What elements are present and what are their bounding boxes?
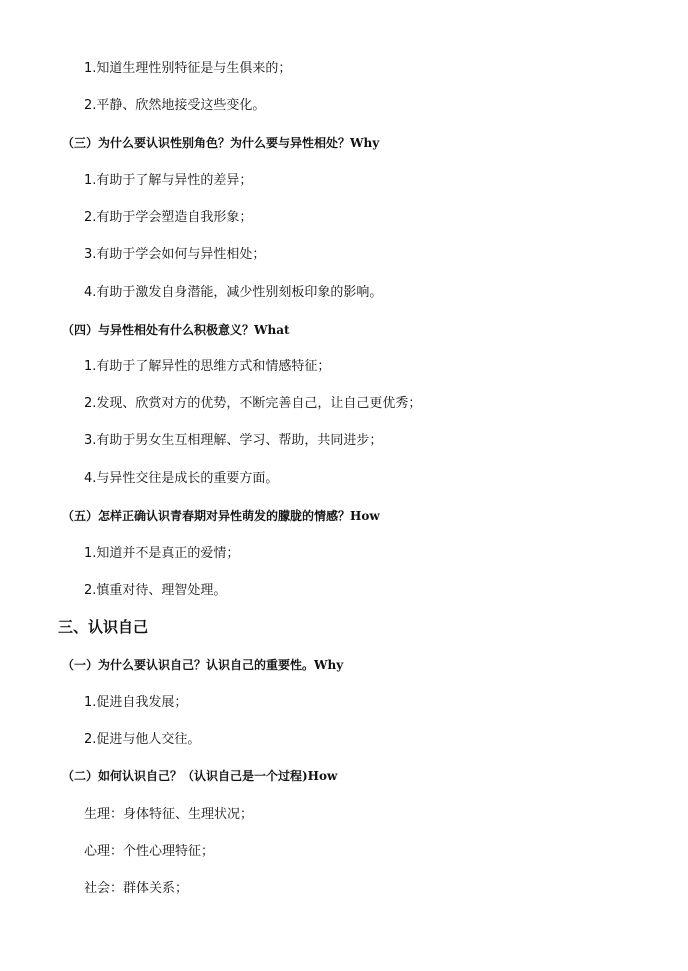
list-item: 1.有助于了解异性的思维方式和情感特征；: [84, 359, 331, 374]
list-item: 2.发现、欣赏对方的优势，不断完善自己，让自己更优秀；: [84, 396, 422, 411]
list-item: 1.有助于了解与异性的差异；: [84, 173, 253, 188]
list-item: 1.知道并不是真正的爱情；: [84, 546, 240, 561]
list-item: 1.促进自我发展；: [84, 695, 188, 710]
section-heading: （二）如何认识自己？（认识自己是一个过程)How: [62, 769, 338, 783]
chapter-heading: 三、认识自己: [58, 618, 149, 636]
list-item: 3.有助于学会如何与异性相处；: [84, 247, 266, 262]
list-item: 生理：身体特征、生理状况；: [84, 807, 254, 822]
list-item: 社会：群体关系；: [84, 881, 189, 896]
list-item: 2.有助于学会塑造自我形象；: [84, 210, 253, 225]
section-heading: （三）为什么要认识性别角色？为什么要与异性相处？Why: [62, 136, 380, 150]
section-heading: （一）为什么要认识自己？认识自己的重要性。Why: [62, 658, 344, 672]
list-item: 1.知道生理性别特征是与生俱来的；: [84, 61, 292, 76]
section-heading: （五）怎样正确认识青春期对异性萌发的朦胧的情感？How: [62, 509, 380, 523]
list-item: 4.有助于激发自身潜能，减少性别刻板印象的影响。: [84, 285, 383, 300]
list-item: 2.促进与他人交往。: [84, 732, 201, 747]
list-item: 4.与异性交往是成长的重要方面。: [84, 471, 279, 486]
list-item: 2.慎重对待、理智处理。: [84, 583, 227, 598]
list-item: 3.有助于男女生互相理解、学习、帮助，共同进步；: [84, 433, 383, 448]
list-item: 心理：个性心理特征；: [84, 844, 215, 859]
list-item: 2.平静、欣然地接受这些变化。: [84, 98, 266, 113]
section-heading: （四）与异性相处有什么积极意义？What: [62, 323, 290, 337]
